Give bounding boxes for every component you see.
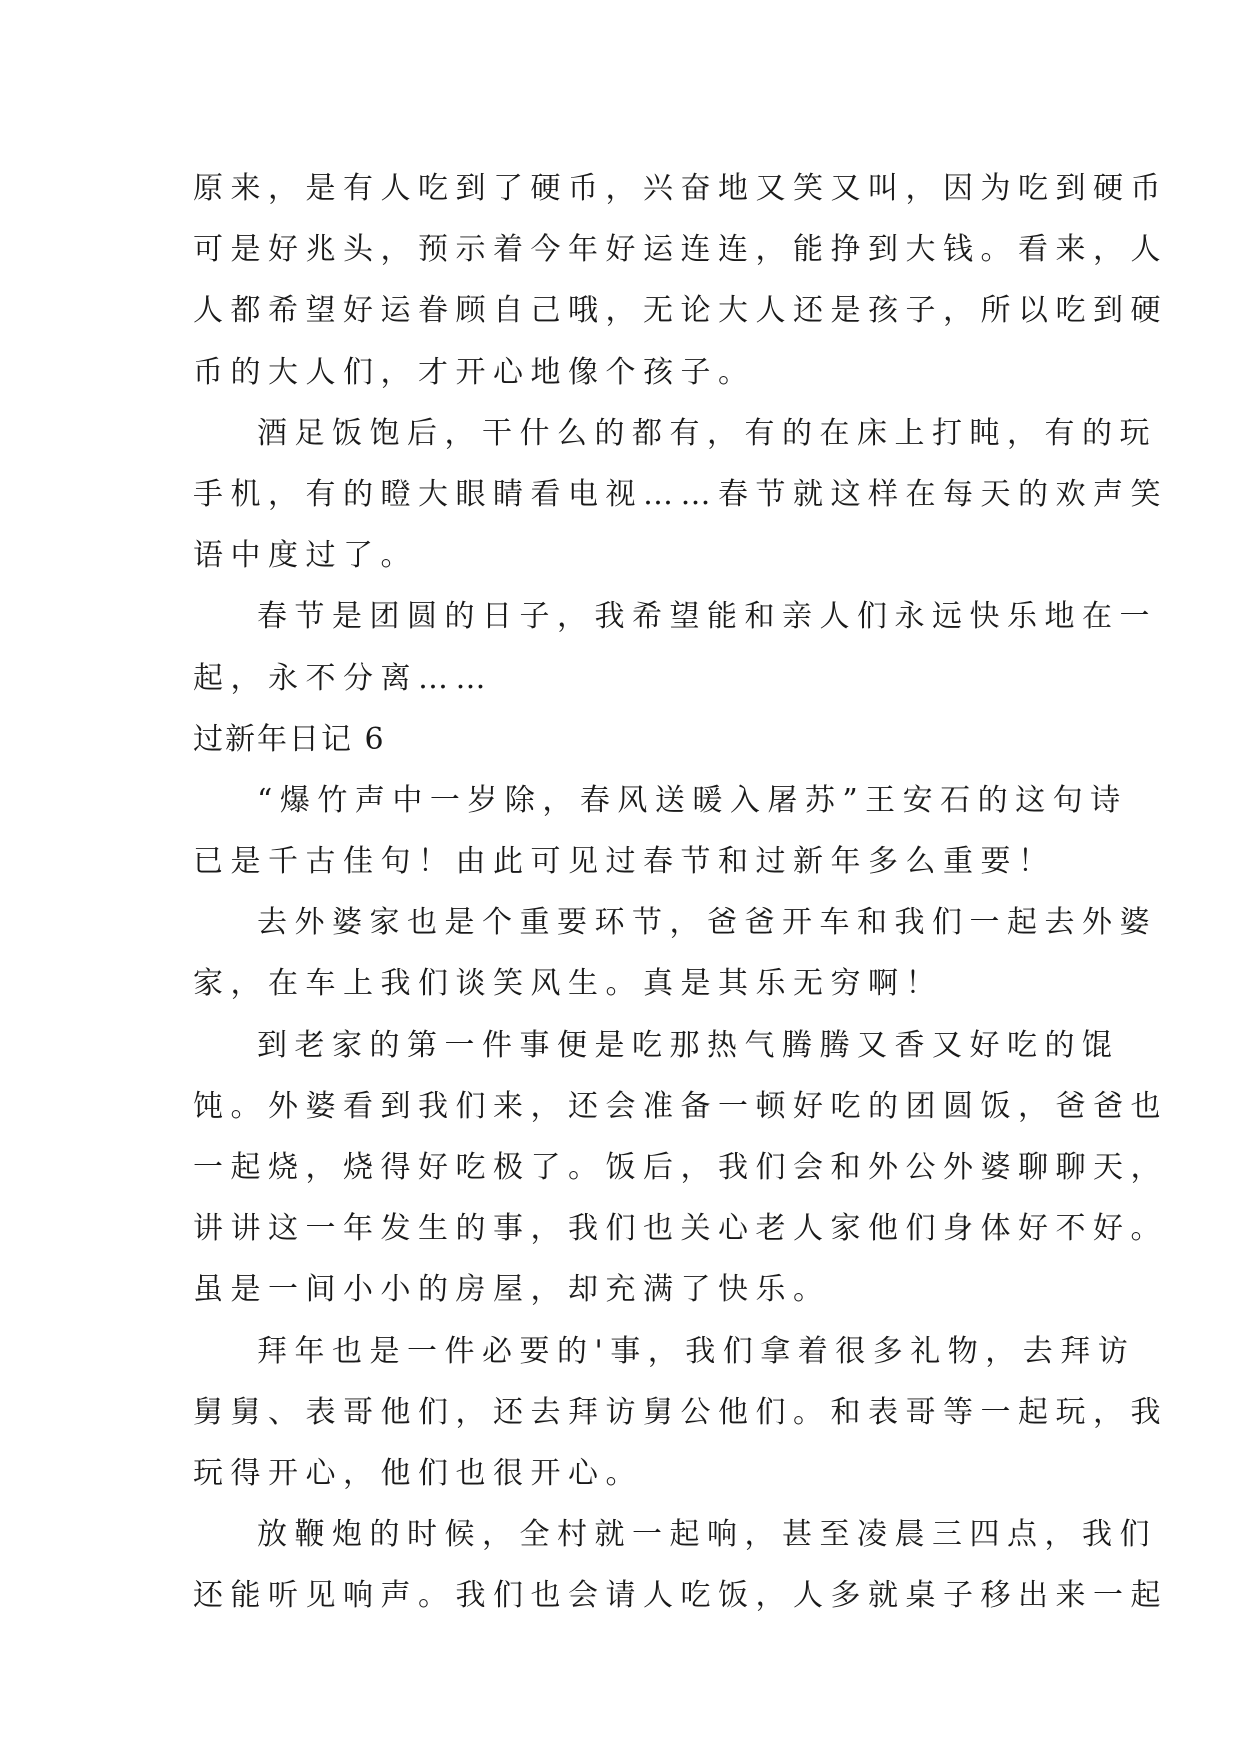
text-line: 酒足饭饱后，干什么的都有，有的在床上打盹，有的玩 [257,415,1157,451]
text-line: 虽是一间小小的房屋，却充满了快乐。 [193,1272,831,1308]
text-line: 语中度过了。 [193,538,418,574]
text-line: 家，在车上我们谈笑风生。真是其乐无穷啊！ [193,966,943,1002]
text-line: 饨。外婆看到我们来，还会准备一顿好吃的团圆饭，爸爸也 [193,1088,1168,1124]
text-line: 原来，是有人吃到了硬币，兴奋地又笑又叫，因为吃到硬币 [193,171,1168,206]
text-line: 一起烧，烧得好吃极了。饭后，我们会和外公外婆聊聊天， [193,1150,1168,1185]
document-body [193,158,1168,1627]
text-line: 手机，有的瞪大眼睛看电视……春节就这样在每天的欢声笑 [193,476,1168,512]
text-line: 去外婆家也是个重要环节，爸爸开车和我们一起去外婆 [257,905,1157,941]
text-line: 拜年也是一件必要的'事，我们拿着很多礼物，去拜访 [257,1333,1136,1369]
text-line: 已是千古佳句！由此可见过春节和过新年多么重要！ [193,844,1056,880]
text-line: 人都希望好运眷顾自己哦，无论大人还是孩子，所以吃到硬 [193,293,1168,329]
text-line: 舅舅、表哥他们，还去拜访舅公他们。和表哥等一起玩，我 [193,1394,1168,1430]
text-line: 春节是团圆的日子，我希望能和亲人们永远快乐地在一 [257,599,1157,635]
text-line: 玩得开心，他们也很开心。 [193,1455,643,1491]
text-line: 还能听见响声。我们也会请人吃饭，人多就桌子移出来一起 [193,1578,1168,1614]
section-heading: 过新年日记 6 [193,721,386,757]
text-line: 放鞭炮的时候，全村就一起响，甚至凌晨三四点，我们 [257,1517,1157,1553]
text-line: 讲讲这一年发生的事，我们也关心老人家他们身体好不好。 [193,1211,1168,1247]
text-line: 币的大人们，才开心地像个孩子。 [193,354,756,390]
text-line: 可是好兆头，预示着今年好运连连，能挣到大钱。看来，人 [193,232,1168,268]
text-line: 到老家的第一件事便是吃那热气腾腾又香又好吃的馄 [257,1027,1120,1063]
text-line: 起，永不分离…… [193,660,493,696]
text-line: “爆竹声中一岁除，春风送暖入屠苏”王安石的这句诗 [257,782,1128,818]
